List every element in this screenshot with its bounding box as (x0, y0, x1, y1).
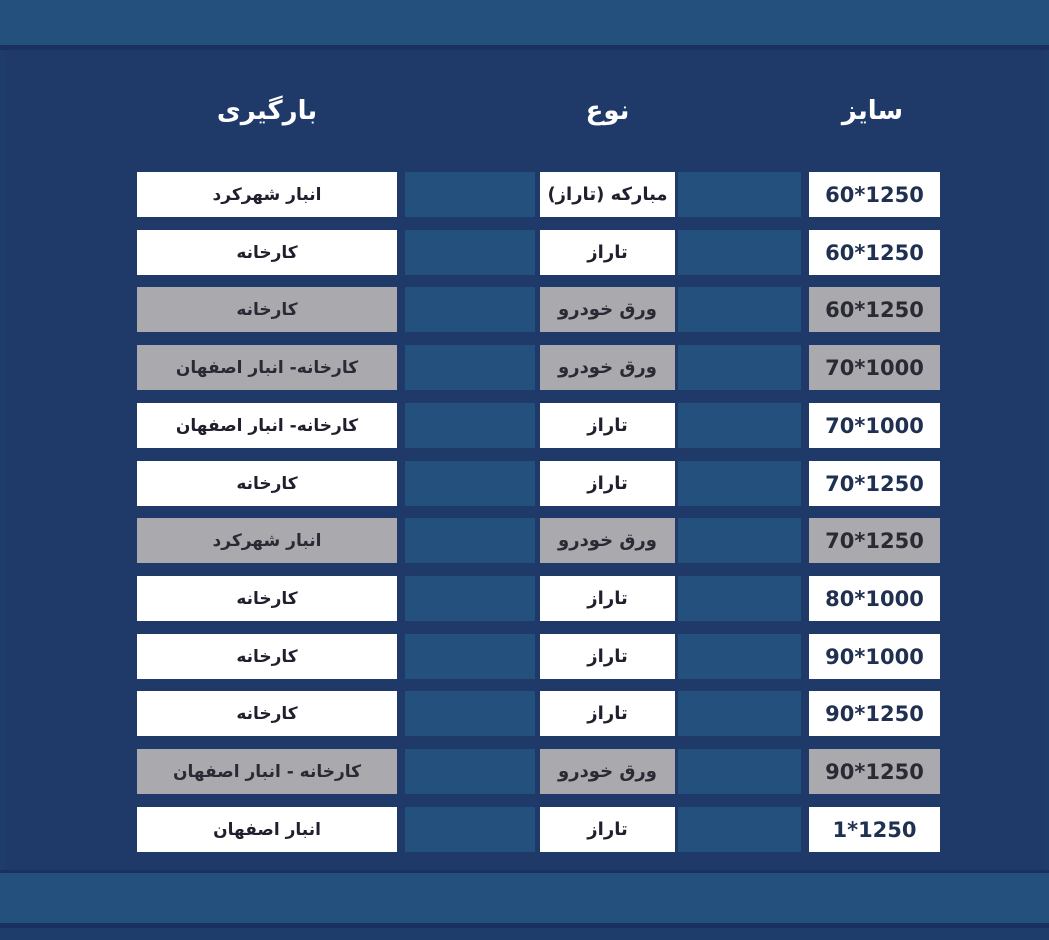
size-cell: 70*1250 (809, 461, 940, 506)
spacer-cell (405, 230, 535, 275)
type-cell: ورق خودرو (540, 345, 675, 390)
spacer-cell (405, 461, 535, 506)
spacer-cell (678, 345, 801, 390)
header-loading: بارگیری (216, 96, 318, 126)
spacer-cell (678, 634, 801, 679)
size-cell: 60*1250 (809, 230, 940, 275)
loading-cell: کارخانه (137, 634, 397, 679)
spacer-cell (405, 403, 535, 448)
type-cell: تاراز (540, 230, 675, 275)
spacer-cell (678, 807, 801, 852)
type-cell: تاراز (540, 576, 675, 621)
header-type: نوع (585, 96, 630, 126)
loading-cell: کارخانه - انبار اصفهان (137, 749, 397, 794)
spacer-cell (405, 518, 535, 563)
spacer-cell (678, 518, 801, 563)
spacer-cell (405, 634, 535, 679)
size-cell: 90*1000 (809, 634, 940, 679)
size-cell: 70*1000 (809, 345, 940, 390)
spacer-cell (405, 345, 535, 390)
loading-cell: کارخانه- انبار اصفهان (137, 403, 397, 448)
spacer-cell (405, 576, 535, 621)
type-cell: مبارکه (تاراز) (540, 172, 675, 217)
type-cell: تاراز (540, 634, 675, 679)
loading-cell: انبار شهرکرد (137, 518, 397, 563)
size-cell: 90*1250 (809, 691, 940, 736)
spacer-cell (405, 172, 535, 217)
spacer-cell (678, 749, 801, 794)
spacer-cell (678, 287, 801, 332)
spacer-cell (678, 230, 801, 275)
size-cell: 60*1250 (809, 172, 940, 217)
spacer-cell (405, 287, 535, 332)
loading-cell: کارخانه- انبار اصفهان (137, 345, 397, 390)
size-cell: 60*1250 (809, 287, 940, 332)
loading-cell: کارخانه (137, 576, 397, 621)
loading-cell: کارخانه (137, 230, 397, 275)
type-cell: تاراز (540, 461, 675, 506)
spacer-cell (405, 807, 535, 852)
loading-cell: کارخانه (137, 287, 397, 332)
loading-cell: کارخانه (137, 461, 397, 506)
type-cell: تاراز (540, 807, 675, 852)
type-cell: تاراز (540, 691, 675, 736)
size-cell: 70*1000 (809, 403, 940, 448)
size-cell: 90*1250 (809, 749, 940, 794)
loading-cell: انبار اصفهان (137, 807, 397, 852)
type-cell: تاراز (540, 403, 675, 448)
bottom-bar (0, 870, 1049, 928)
size-cell: 1*1250 (809, 807, 940, 852)
loading-cell: انبار شهرکرد (137, 172, 397, 217)
type-cell: ورق خودرو (540, 287, 675, 332)
header-size: سایز (841, 96, 904, 126)
size-cell: 80*1000 (809, 576, 940, 621)
loading-cell: کارخانه (137, 691, 397, 736)
type-cell: ورق خودرو (540, 518, 675, 563)
type-cell: ورق خودرو (540, 749, 675, 794)
spacer-cell (405, 749, 535, 794)
size-cell: 70*1250 (809, 518, 940, 563)
spacer-cell (405, 691, 535, 736)
spacer-cell (678, 461, 801, 506)
spacer-cell (678, 403, 801, 448)
spacer-cell (678, 576, 801, 621)
spacer-cell (678, 691, 801, 736)
top-bar (0, 0, 1049, 50)
spacer-cell (678, 172, 801, 217)
